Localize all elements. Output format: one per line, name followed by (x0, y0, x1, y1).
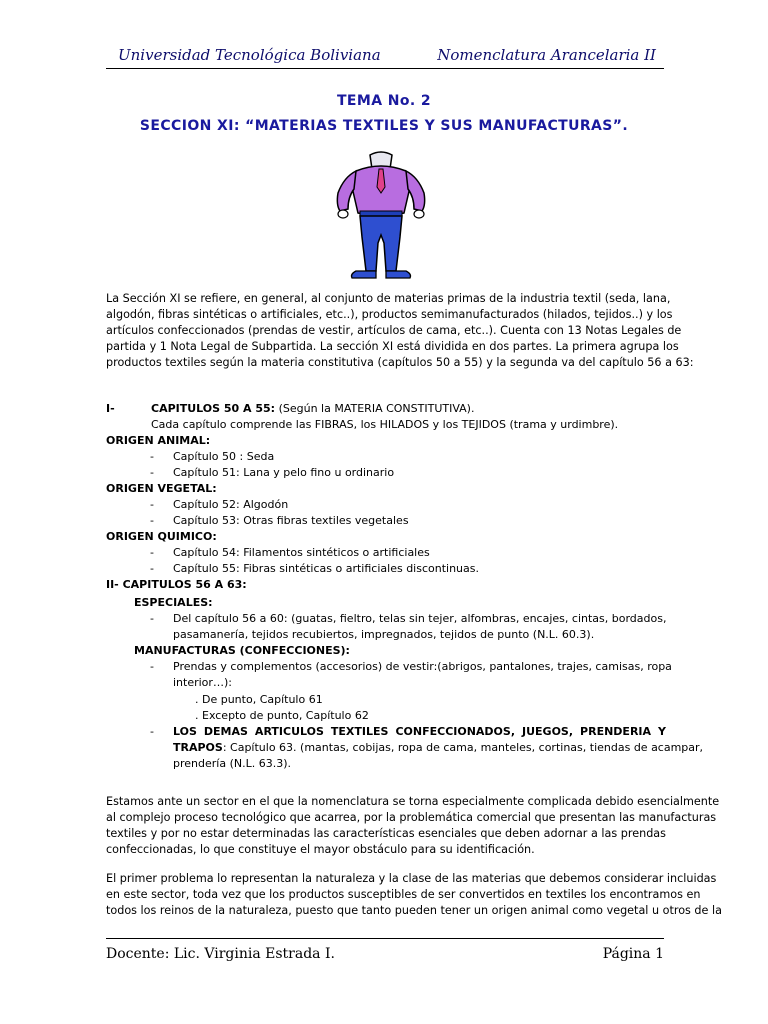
bullet-dash: - (150, 514, 154, 527)
origen-vegetal-heading: ORIGEN VEGETAL: (106, 482, 217, 495)
page-footer (106, 938, 664, 969)
part-one-note: (Según la MATERIA CONSTITUTIVA). (275, 402, 475, 415)
chapter-50: Capítulo 50 : Seda (173, 450, 275, 463)
intro-line: La Sección XI se refiere, en general, al conjunto de materias primas de la industria textil (seda, lana, (106, 292, 671, 305)
bullet-dash: - (150, 498, 154, 511)
intro-line: productos textiles según la materia constitutiva (capítulos 50 a 55) y la segunda va del capítulo 56 a 63: (106, 356, 694, 369)
page-header (106, 44, 664, 69)
demas-line: LOS DEMAS ARTICULOS TEXTILES CONFECCIONADOS, JUEGOS, PRENDERIA Y (173, 725, 666, 738)
problem-line: en este sector, toda vez que los productos susceptibles de ser convertidos en textiles los encontramos en (106, 888, 701, 901)
bullet-dash: - (150, 612, 154, 625)
header-course: Nomenclatura Arancelaria II (437, 46, 656, 64)
intro-paragraph (106, 291, 694, 371)
demas-chapter-63: : Capítulo 63. (mantas, cobijas, ropa de cama, manteles, cortinas, tiendas de acampar, (222, 741, 704, 754)
chapter-53: Capítulo 53: Otras fibras textiles vegetales (173, 514, 409, 527)
part-one-heading (151, 401, 474, 417)
part-one-description: Cada capítulo comprende las FIBRAS, los HILADOS y los TEJIDOS (trama y urdimbre). (151, 418, 619, 431)
sector-line: al complejo proceso tecnológico que acarrea, por la problemática comercial que presentan las manufacturas (106, 811, 717, 824)
demas-line-2 (173, 740, 704, 756)
prendas-line: interior…): (173, 676, 232, 689)
especiales-line: pasamanería, tejidos recubiertos, impregnados, tejidos de punto (N.L. 60.3). (173, 628, 595, 641)
origen-quimico-heading: ORIGEN QUIMICO: (106, 530, 217, 543)
sector-line: textiles y por no estar determinadas las características esenciales que deben adornar a las prendas (106, 827, 666, 840)
bullet-dash: - (150, 725, 154, 738)
chapter-52: Capítulo 52: Algodón (173, 498, 289, 511)
prendas-line: Prendas y complementos (accesorios) de vestir:(abrigos, pantalones, trajes, camisas, ropa (173, 660, 672, 673)
prendas-item (173, 659, 672, 691)
sector-line: Estamos ante un sector en el que la nomenclatura se torna especialmente complicada debido esencialmente (106, 795, 720, 808)
intro-line: partida y 1 Nota Legal de Subpartida. La sección XI está dividida en dos partes. La primera agrupa los (106, 340, 679, 353)
demas-trapos: TRAPOS (173, 741, 223, 754)
demas-line: prendería (N.L. 63.3). (173, 757, 291, 770)
chapter-54: Capítulo 54: Filamentos sintéticos o artificiales (173, 546, 430, 559)
intro-line: artículos confeccionados (prendas de vestir, artículos de cama, etc..). Cuenta con 13 Notas Legales de (106, 324, 682, 337)
part-one-number: I- (106, 402, 115, 415)
bullet-dash: - (150, 546, 154, 559)
especiales-heading: ESPECIALES: (134, 596, 213, 609)
origen-animal-heading: ORIGEN ANIMAL: (106, 434, 211, 447)
section-title: SECCION XI: “MATERIAS TEXTILES Y SUS MANUFACTURAS”. (139, 118, 629, 134)
chapter-62: . Excepto de punto, Capítulo 62 (195, 709, 369, 722)
footer-page-number: Página 1 (602, 946, 664, 962)
chapter-55: Capítulo 55: Fibras sintéticas o artificiales discontinuas. (173, 562, 479, 575)
especiales-line: Del capítulo 56 a 60: (guatas, fieltro, telas sin tejer, alfombras, encajes, cintas, bordados, (173, 612, 667, 625)
problem-line: todos los reinos de la naturaleza, puesto que tanto pueden tener un origen animal como vegetal u otros de la (106, 904, 722, 917)
part-two-heading: II- CAPITULOS 56 A 63: (106, 578, 247, 591)
header-university: Universidad Tecnológica Boliviana (118, 46, 381, 64)
topic-title: TEMA No. 2 (336, 93, 432, 109)
manufacturas-heading: MANUFACTURAS (CONFECCIONES): (134, 644, 350, 657)
part-one-title: CAPITULOS 50 A 55: (151, 402, 276, 415)
problem-paragraph (106, 871, 722, 919)
sector-paragraph (106, 794, 720, 858)
bullet-dash: - (150, 450, 154, 463)
footer-teacher: Docente: Lic. Virginia Estrada I. (106, 946, 335, 962)
intro-line: algodón, fibras sintéticas o artificiales, etc..), productos semimanufacturados (hilados, tejidos..) y los (106, 308, 673, 321)
clothing-illustration (326, 147, 436, 287)
chapter-61: . De punto, Capítulo 61 (195, 693, 323, 706)
demas-item (173, 724, 704, 772)
bullet-dash: - (150, 660, 154, 673)
chapter-51: Capítulo 51: Lana y pelo fino u ordinario (173, 466, 395, 479)
problem-line: El primer problema lo representan la naturaleza y la clase de las materias que debemos considerar incluidas (106, 872, 717, 885)
bullet-dash: - (150, 466, 154, 479)
bullet-dash: - (150, 562, 154, 575)
especiales-item (173, 611, 666, 643)
sector-line: confeccionadas, lo que constituye el mayor obstáculo para su identificación. (106, 843, 535, 856)
